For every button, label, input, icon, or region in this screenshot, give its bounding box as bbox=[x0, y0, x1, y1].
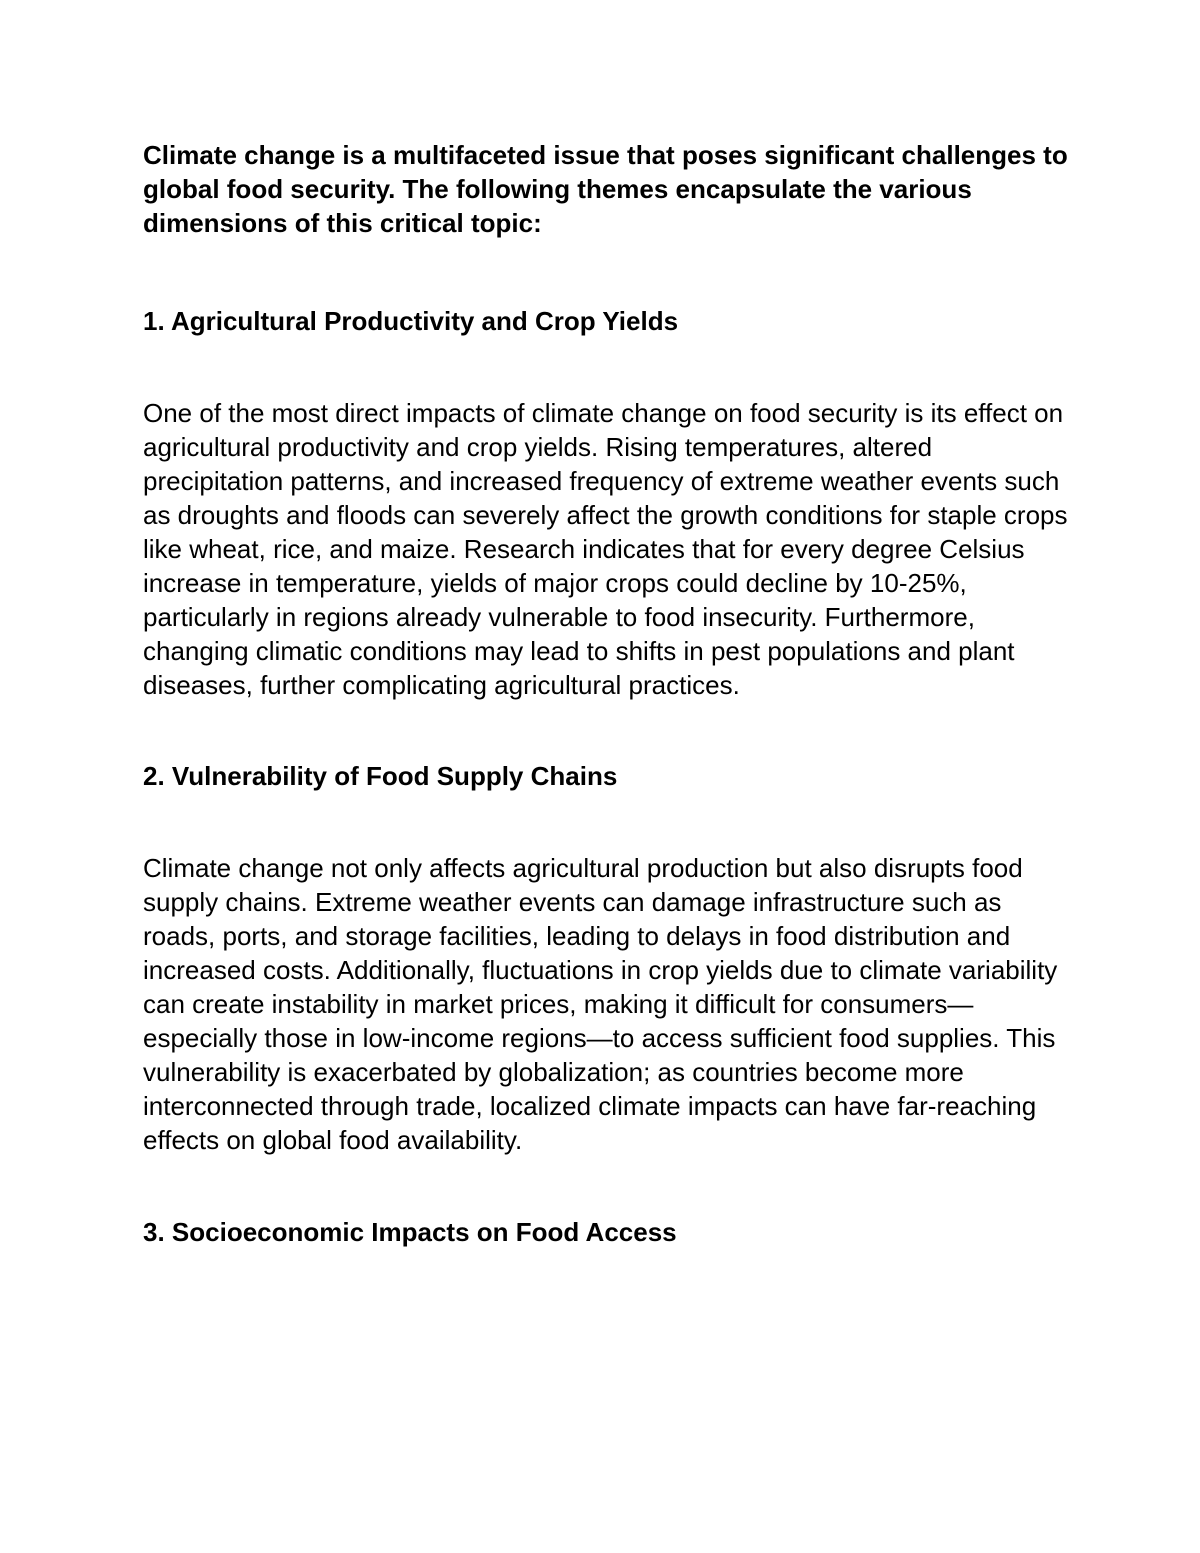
section-body-1: One of the most direct impacts of climate change on food security is its effect on agricultural productivity and crop yields. Rising temperatures, altered precipitation patterns, and increased frequency of extreme weather events such as droughts and floods can severely affect the growth conditions for staple crops like wheat, rice, and maize. Research indicates that for every degree Celsius increase in temperature, yields of major crops could decline by 10-25%, particularly in regions already vulnerable to food insecurity. Furthermore, changing climatic conditions may lead to shifts in pest populations and plant diseases, further complicating agricultural practices. bbox=[143, 398, 1068, 700]
intro-paragraph: Climate change is a multifaceted issue that poses significant challenges to global food security. The following themes encapsulate the various dimensions of this critical topic: bbox=[143, 140, 1068, 238]
section-body-2: Climate change not only affects agricultural production but also disrupts food supply chains. Extreme weather events can damage infrastructure such as roads, ports, and storage facilities, leading to delays in food distribution and increased costs. Additionally, fluctuations in crop yields due to climate variability can create instability in market prices, making it difficult for consumers—especially those in low-income regions—to access sufficient food supplies. This vulnerability is exacerbated by globalization; as countries become more interconnected through trade, localized climate impacts can have far-reaching effects on global food availability. bbox=[143, 853, 1058, 1155]
document-content bbox=[143, 138, 1068, 1249]
section-heading-1: 1. Agricultural Productivity and Crop Yields bbox=[143, 306, 679, 336]
section-heading-3: 3. Socioeconomic Impacts on Food Access bbox=[143, 1217, 677, 1247]
section-heading-2: 2. Vulnerability of Food Supply Chains bbox=[143, 761, 618, 791]
